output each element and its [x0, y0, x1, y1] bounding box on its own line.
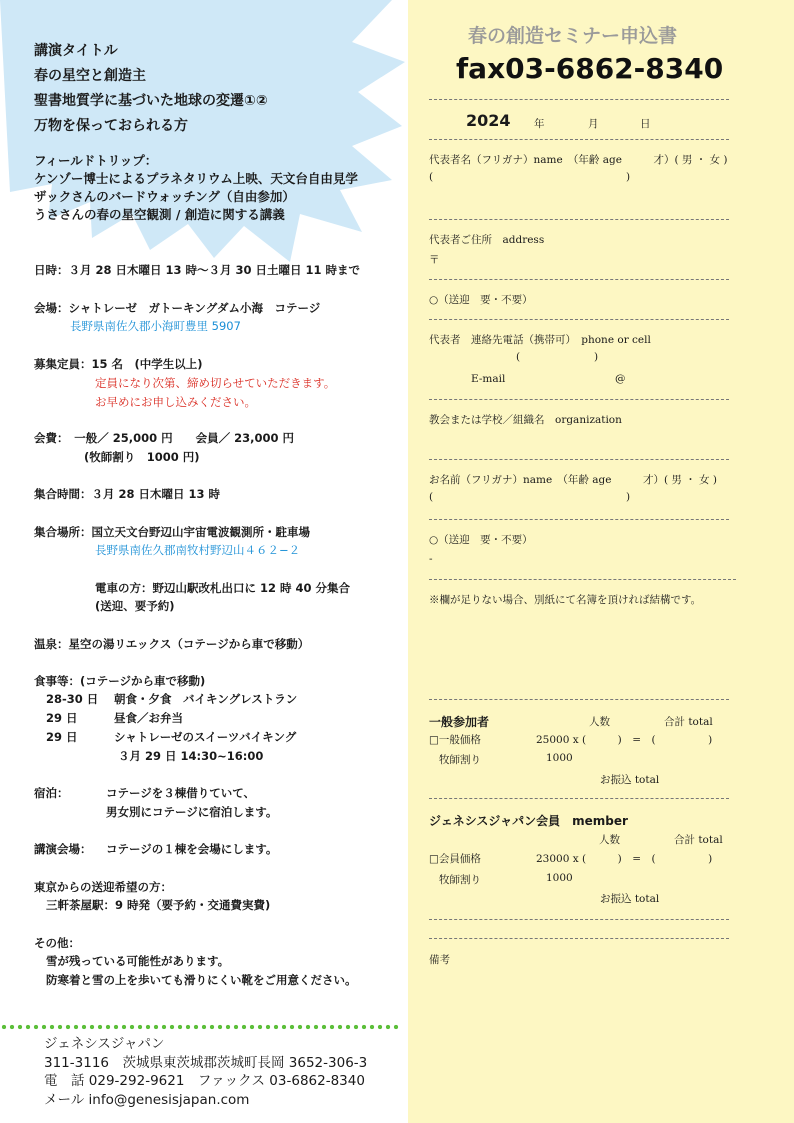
title-line-2: 聖書地質学に基づいた地球の変遷①②: [34, 93, 268, 109]
rep-name-paren-close: ): [626, 171, 631, 183]
divider: [429, 579, 736, 580]
meal-day: 28-30 日: [46, 692, 99, 706]
member-discount-label: 牧師割り: [439, 874, 481, 886]
meal-desc: 朝食・夕食 バイキングレストラン: [114, 692, 298, 706]
fax-number: fax03-6862-8340: [456, 52, 724, 85]
divider: [429, 399, 729, 400]
divider: [429, 798, 729, 799]
title-label: 講演タイトル: [34, 43, 118, 59]
venue-address: 長野県南佐久郡小海町豊里 5907: [70, 319, 241, 333]
divider: [429, 219, 729, 220]
capacity-text: 募集定員：15 名 (中学生以上): [34, 357, 203, 371]
divider: [429, 319, 729, 320]
lecture-label: 講演会場：: [34, 842, 92, 856]
dash-mark: -: [429, 553, 433, 565]
general-price-calc[interactable]: 25000 x ( ) = ( ): [536, 734, 713, 746]
email-label[interactable]: E-mail: [471, 373, 506, 385]
meeting-time: 集合時間：３月 28 日木曜日 13 時: [34, 487, 221, 501]
field-trip-line-2: ザックさんのバードウォッチング（自由参加）: [34, 189, 295, 204]
lodging-line-1: コテージを３棟借りていて、: [106, 786, 256, 800]
year-unit: 年: [534, 118, 545, 130]
meal-desc: 昼食／お弁当: [114, 711, 183, 725]
note-text: ※欄が足りない場合、別紙にて名簿を頂ければ結構です。: [429, 594, 702, 606]
lecture-text: コテージの１棟を会場にします。: [106, 842, 278, 856]
lodging-line-2: 男女別にコテージに宿泊します。: [106, 805, 278, 819]
title-line-3: 万物を保っておられる方: [34, 118, 188, 134]
venue-text: 会場：シャトレーゼ ガトーキングダム小海 コテージ: [34, 301, 321, 315]
email-at: @: [615, 373, 626, 385]
general-count-label: 人数: [589, 716, 610, 728]
meal-day: 29 日: [46, 711, 78, 725]
year-value: 2024: [466, 111, 511, 130]
divider: [429, 139, 729, 140]
fee-text: 会費： 一般／ 25,000 円 会員／ 23,000 円: [34, 431, 295, 445]
field-trip-line-1: ケンゾー博士によるプラネタリウム上映、天文台自由見学: [34, 171, 358, 186]
divider: [429, 919, 729, 920]
field-trip-label: フィールドトリップ：: [34, 153, 158, 168]
postal-mark: 〒: [429, 254, 440, 266]
general-discount-label: 牧師割り: [439, 754, 481, 766]
phone-paren-close: ): [594, 351, 599, 363]
rep-contact-label[interactable]: 代表者 連絡先電話（携帯可） phone or cell: [429, 334, 651, 346]
train-note: (送迎、要予約): [95, 599, 175, 613]
divider: [429, 699, 729, 700]
footer-address: 311-3116 茨城県東茨城郡茨城町長岡 3652-306-3: [44, 1055, 368, 1071]
general-price-checkbox[interactable]: □一般価格: [429, 734, 481, 746]
divider: [429, 459, 729, 460]
other-line-2: 防寒着と雪の上を歩いても滑りにくい靴をご用意ください。: [46, 973, 357, 987]
rep-address-label[interactable]: 代表者ご住所 address: [429, 234, 545, 246]
month-unit: 月: [588, 118, 599, 130]
member-total-label: 合計 total: [674, 834, 723, 846]
divider: [429, 279, 729, 280]
date-text: 日時：３月 28 日木曜日 13 時〜３月 30 日土曜日 11 時まで: [34, 263, 361, 277]
organization-label[interactable]: 教会または学校／組織名 organization: [429, 414, 622, 426]
other-title: その他：: [34, 936, 80, 950]
meals-title: 食事等：(コテージから車で移動): [34, 674, 206, 688]
participant-name-label[interactable]: お名前（フリガナ）name （年齢 age 才）( 男 ・ 女 ): [429, 474, 717, 486]
dotted-divider: [0, 1024, 400, 1030]
capacity-note-1: 定員になり次第、締め切らせていただきます。: [95, 376, 336, 390]
member-transfer-total: お振込 total: [600, 893, 660, 905]
divider: [429, 99, 729, 100]
general-transfer-total: お振込 total: [600, 774, 660, 786]
general-total-label: 合計 total: [664, 716, 713, 728]
meal-desc: シャトレーゼのスイーツバイキング: [114, 730, 297, 744]
fee-note: (牧師割り 1000 円): [84, 450, 200, 464]
member-discount-value: 1000: [546, 872, 573, 884]
other-line-1: 雪が残っている可能性があります。: [46, 954, 230, 968]
tokyo-text: 三軒茶屋駅：9 時発（要予約・交通費実費): [46, 898, 271, 912]
member-price-checkbox[interactable]: □会員価格: [429, 853, 481, 865]
lodging-label: 宿泊：: [34, 786, 69, 800]
divider: [429, 519, 729, 520]
day-unit: 日: [640, 118, 651, 130]
pickup-option-rep[interactable]: ○（送迎 要・不要）: [429, 294, 533, 306]
footer-email: メール info@genesisjapan.com: [44, 1092, 250, 1108]
footer-org: ジェネシスジャパン: [44, 1036, 165, 1052]
meeting-address: 長野県南佐久郡南牧村野辺山４６２−２: [95, 543, 301, 557]
train-info: 電車の方：野辺山駅改札出口に 12 時 40 分集合: [95, 581, 351, 595]
general-discount-value: 1000: [546, 752, 573, 764]
onsen-text: 温泉：星空の湯リエックス（コテージから車で移動）: [34, 637, 310, 651]
form-title: 春の創造セミナー申込書: [468, 25, 678, 47]
rep-name-label[interactable]: 代表者名（フリガナ）name （年齢 age 才）( 男 ・ 女 ): [429, 154, 728, 166]
capacity-note-2: お早めにお申し込みください。: [95, 395, 256, 409]
application-form: [408, 0, 794, 1123]
member-count-label: 人数: [599, 834, 620, 846]
meeting-place: 集合場所：国立天文台野辺山宇宙電波観測所・駐車場: [34, 525, 310, 539]
member-title: ジェネシスジャパン会員 member: [429, 814, 628, 828]
field-trip-line-3: うささんの春の星空観測 / 創造に関する講義: [34, 207, 285, 222]
participant-paren-open: (: [429, 491, 434, 503]
participant-paren-close: ): [626, 491, 631, 503]
title-line-1: 春の星空と創造主: [34, 68, 146, 84]
tokyo-title: 東京からの送迎希望の方：: [34, 880, 172, 894]
pickup-option-participant[interactable]: ○（送迎 要・不要）: [429, 534, 533, 546]
footer-phone: 電 話 029-292-9621 ファックス 03-6862-8340: [44, 1073, 365, 1089]
meal-day: 29 日: [46, 730, 78, 744]
remarks-label[interactable]: 備考: [429, 954, 450, 966]
general-title: 一般参加者: [429, 715, 490, 729]
rep-name-paren-open: (: [429, 171, 434, 183]
phone-paren-open: (: [516, 351, 521, 363]
divider: [429, 938, 729, 939]
member-price-calc[interactable]: 23000 x ( ) = ( ): [536, 853, 713, 865]
meal-time: ３月 29 日 14:30~16:00: [118, 749, 264, 763]
